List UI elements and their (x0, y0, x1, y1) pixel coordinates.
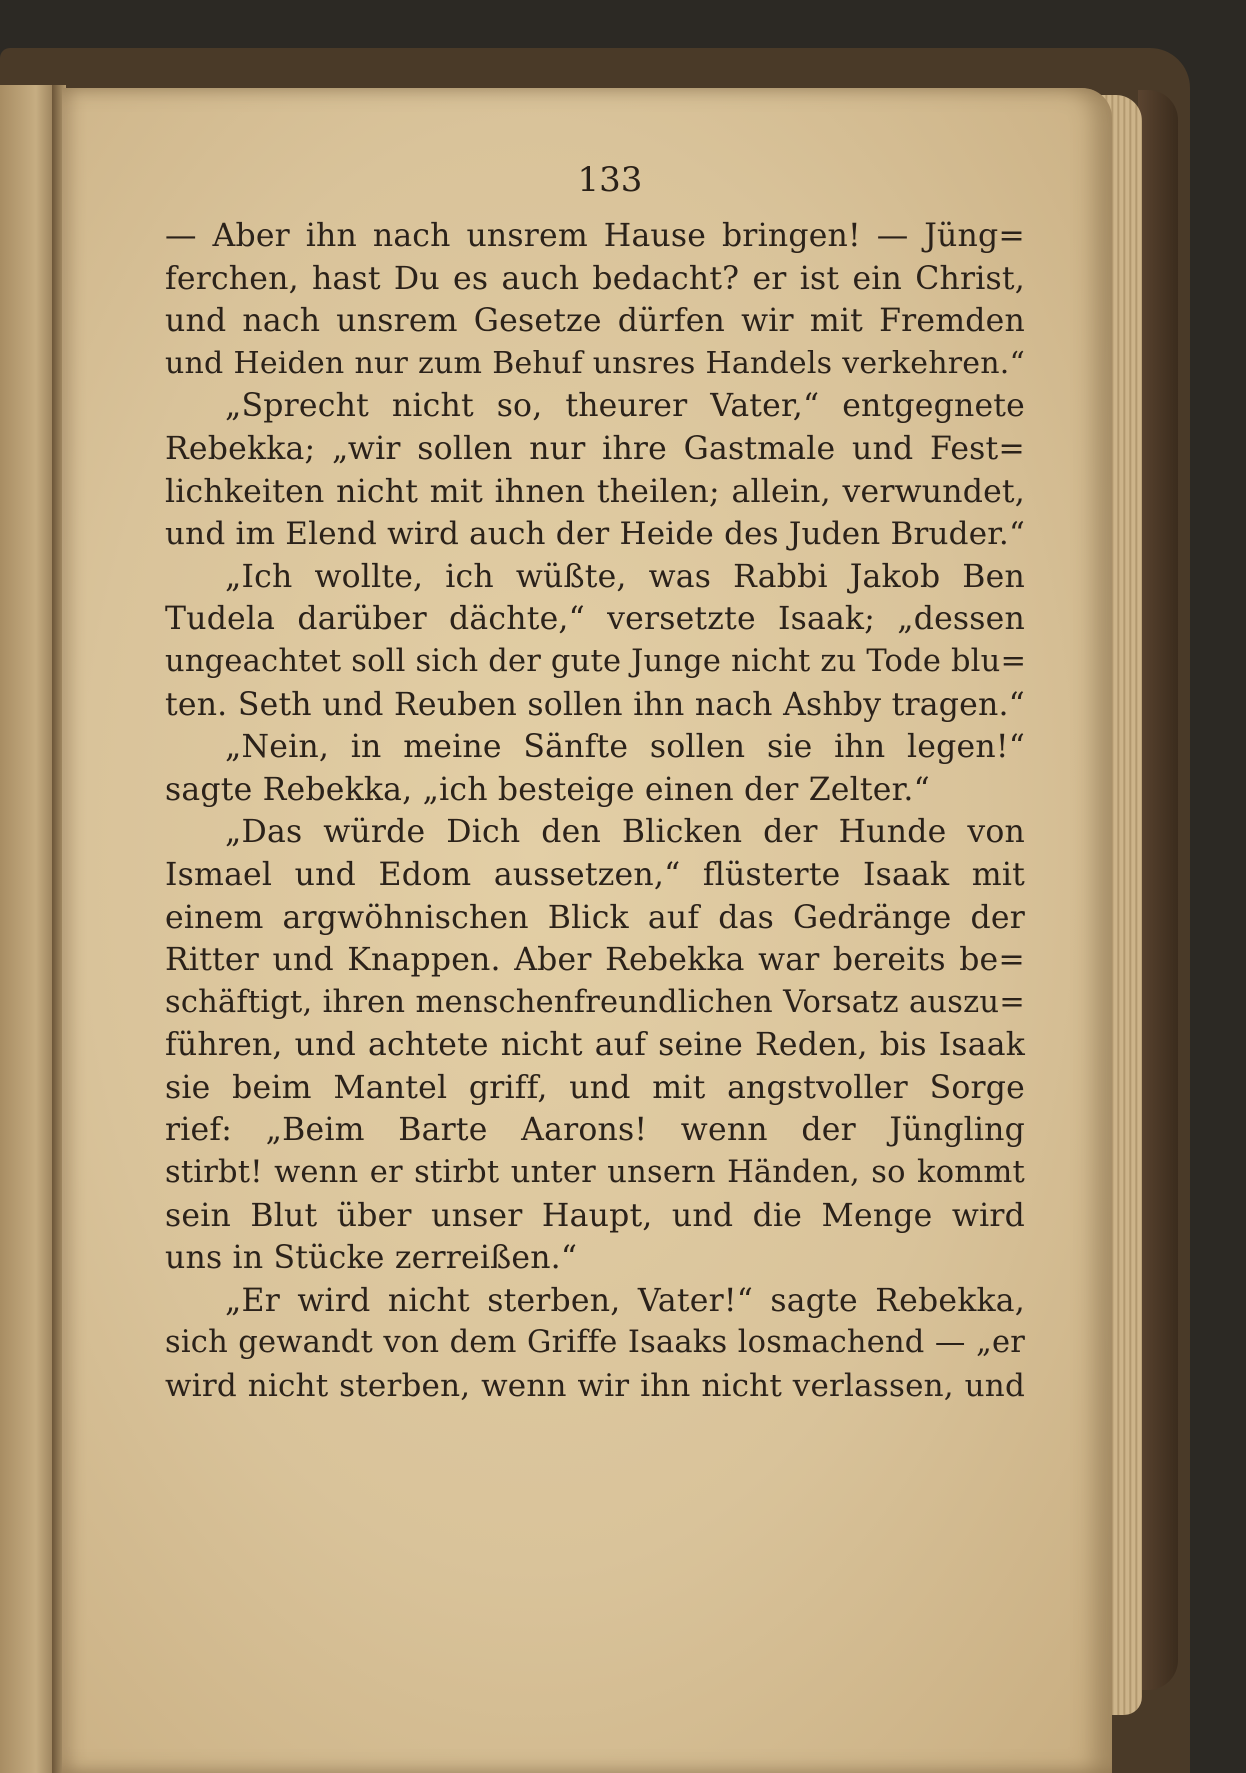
text-line: lichkeiten nicht mit ihnen theilen; allein, verwundet, (165, 473, 1025, 510)
text-line: und Heiden nur zum Behuf unsres Handels verkehren.“ (165, 345, 1025, 381)
text-line: sich gewandt von dem Griffe Isaaks losmachend — „er (165, 1325, 1025, 1361)
text-line: ten. Seth und Reuben sollen ihn nach Ashby tragen.“ (165, 686, 1025, 723)
text-line: — Aber ihn nach unsrem Hause bringen! — Jüng= (165, 218, 1025, 254)
text-line: Ritter und Knappen. Aber Rebekka war bereits be= (165, 942, 1025, 979)
text-line: Ismael und Edom aussetzen,“ flüsterte Isaak mit (165, 856, 1025, 893)
text-line: und nach unsrem Gesetze dürfen wir mit Fremden (165, 303, 1025, 340)
text-line: Tudela darüber dächte,“ versetzte Isaak; „dessen (165, 601, 1025, 638)
text-line: und im Elend wird auch der Heide des Juden Bruder.“ (165, 516, 1025, 553)
text-line: „Sprecht nicht so, theurer Vater,“ entgegnete (225, 388, 1025, 425)
text-line: „Er wird nicht sterben, Vater!“ sagte Rebekka, (225, 1282, 1025, 1319)
text-line: sein Blut über unser Haupt, und die Menge wird (165, 1197, 1025, 1234)
text-line: uns in Stücke zerreißen.“ (165, 1240, 578, 1277)
text-line: „Das würde Dich den Blicken der Hunde von (225, 814, 1025, 851)
text-line: schäftigt, ihren menschenfreundlichen Vorsatz auszu= (165, 984, 1025, 1020)
text-line: führen, und achtete nicht auf seine Reden, bis Isaak (165, 1027, 1025, 1064)
text-line: sie beim Mantel griff, und mit angstvoller Sorge (165, 1069, 1025, 1106)
text-line: sagte Rebekka, „ich besteige einen der Zelter.“ (165, 771, 930, 808)
cover-edge (1138, 90, 1178, 1690)
page-text (165, 215, 1025, 1408)
left-page-edge (0, 85, 60, 1773)
page-number: 133 (577, 160, 643, 200)
text-line: einem argwöhnischen Blick auf das Gedränge der (165, 899, 1025, 936)
text-line: stirbt! wenn er stirbt unter unsern Händen, so kommt (165, 1155, 1025, 1191)
text-line: „Ich wollte, ich wüßte, was Rabbi Jakob Ben (225, 558, 1025, 595)
text-line: rief: „Beim Barte Aarons! wenn der Jüngling (165, 1112, 1025, 1149)
text-line: Rebekka; „wir sollen nur ihre Gastmale und Fest= (165, 430, 1025, 467)
text-line: wird nicht sterben, wenn wir ihn nicht verlassen, und (165, 1368, 1025, 1405)
text-line: „Nein, in meine Sänfte sollen sie ihn legen!“ (225, 729, 1025, 766)
text-line: ungeachtet soll sich der gute Junge nicht zu Tode blu= (165, 643, 1027, 679)
text-line: ferchen, hast Du es auch bedacht? er ist ein Christ, (165, 260, 1025, 297)
